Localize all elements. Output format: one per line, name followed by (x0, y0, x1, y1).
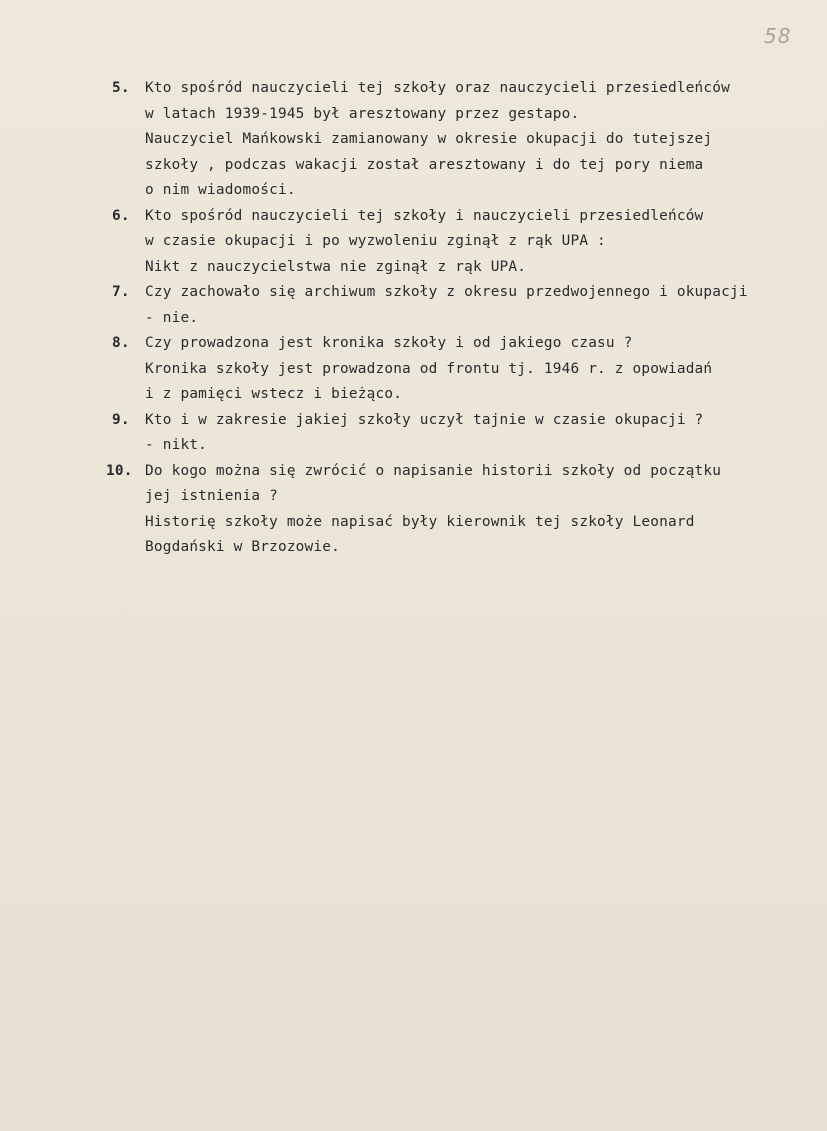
question-item-7 (112, 280, 822, 331)
question-line: Kto spośród nauczycieli tej szkoły oraz nauczycieli przesiedleńców (145, 80, 731, 96)
item-number: 7. (112, 284, 130, 300)
question-item-10 (106, 459, 822, 561)
question-line: w czasie okupacji i po wyzwoleniu zginął z rąk UPA : (145, 233, 606, 249)
question-line: Czy prowadzona jest kronika szkoły i od jakiego czasu ? (145, 335, 633, 351)
answer-line: - nikt. (145, 437, 208, 453)
answer-line: szkoły , podczas wakacji został aresztowany i do tej pory niema (145, 156, 704, 173)
question-line: Kto i w zakresie jakiej szkoły uczył tajnie w czasie okupacji ? (145, 411, 704, 428)
answer-line: Historię szkoły może napisać były kierownik tej szkoły Leonard (145, 513, 695, 530)
questionnaire-body (106, 76, 822, 561)
question-item-8 (112, 331, 822, 408)
answer-line: Bogdański w Brzozowie. (145, 539, 341, 555)
answer-line: o nim wiadomości. (145, 182, 296, 198)
answer-line: Kronika szkoły jest prowadzona od frontu tj. 1946 r. z opowiadań (145, 360, 713, 377)
answer-line: Nauczyciel Mańkowski zamianowany w okresie okupacji do tutejszej (145, 131, 713, 147)
item-number: 8. (112, 335, 130, 351)
answer-line: - nie. (145, 309, 199, 326)
question-line: Czy zachowało się archiwum szkoły z okresu przedwojennego i okupacji (145, 284, 748, 300)
answer-line: i z pamięci wstecz i bieżąco. (145, 386, 403, 402)
page-number: 58 (764, 24, 792, 48)
question-item-6 (112, 204, 822, 281)
question-line: jej istnienia ? (145, 488, 278, 504)
question-item-9 (112, 408, 822, 459)
question-line: Kto spośród nauczycieli tej szkoły i nauczycieli przesiedleńców (145, 207, 704, 224)
item-number: 9. (112, 411, 130, 428)
item-number: 6. (112, 207, 130, 224)
item-number: 10. (106, 462, 133, 479)
question-item-5 (112, 76, 822, 204)
question-line: Do kogo można się zwrócić o napisanie historii szkoły od początku (145, 462, 722, 479)
item-number: 5. (112, 80, 130, 96)
question-line: w latach 1939-1945 był aresztowany przez gestapo. (145, 105, 580, 122)
answer-line: Nikt z nauczycielstwa nie zginął z rąk UPA. (145, 258, 527, 275)
